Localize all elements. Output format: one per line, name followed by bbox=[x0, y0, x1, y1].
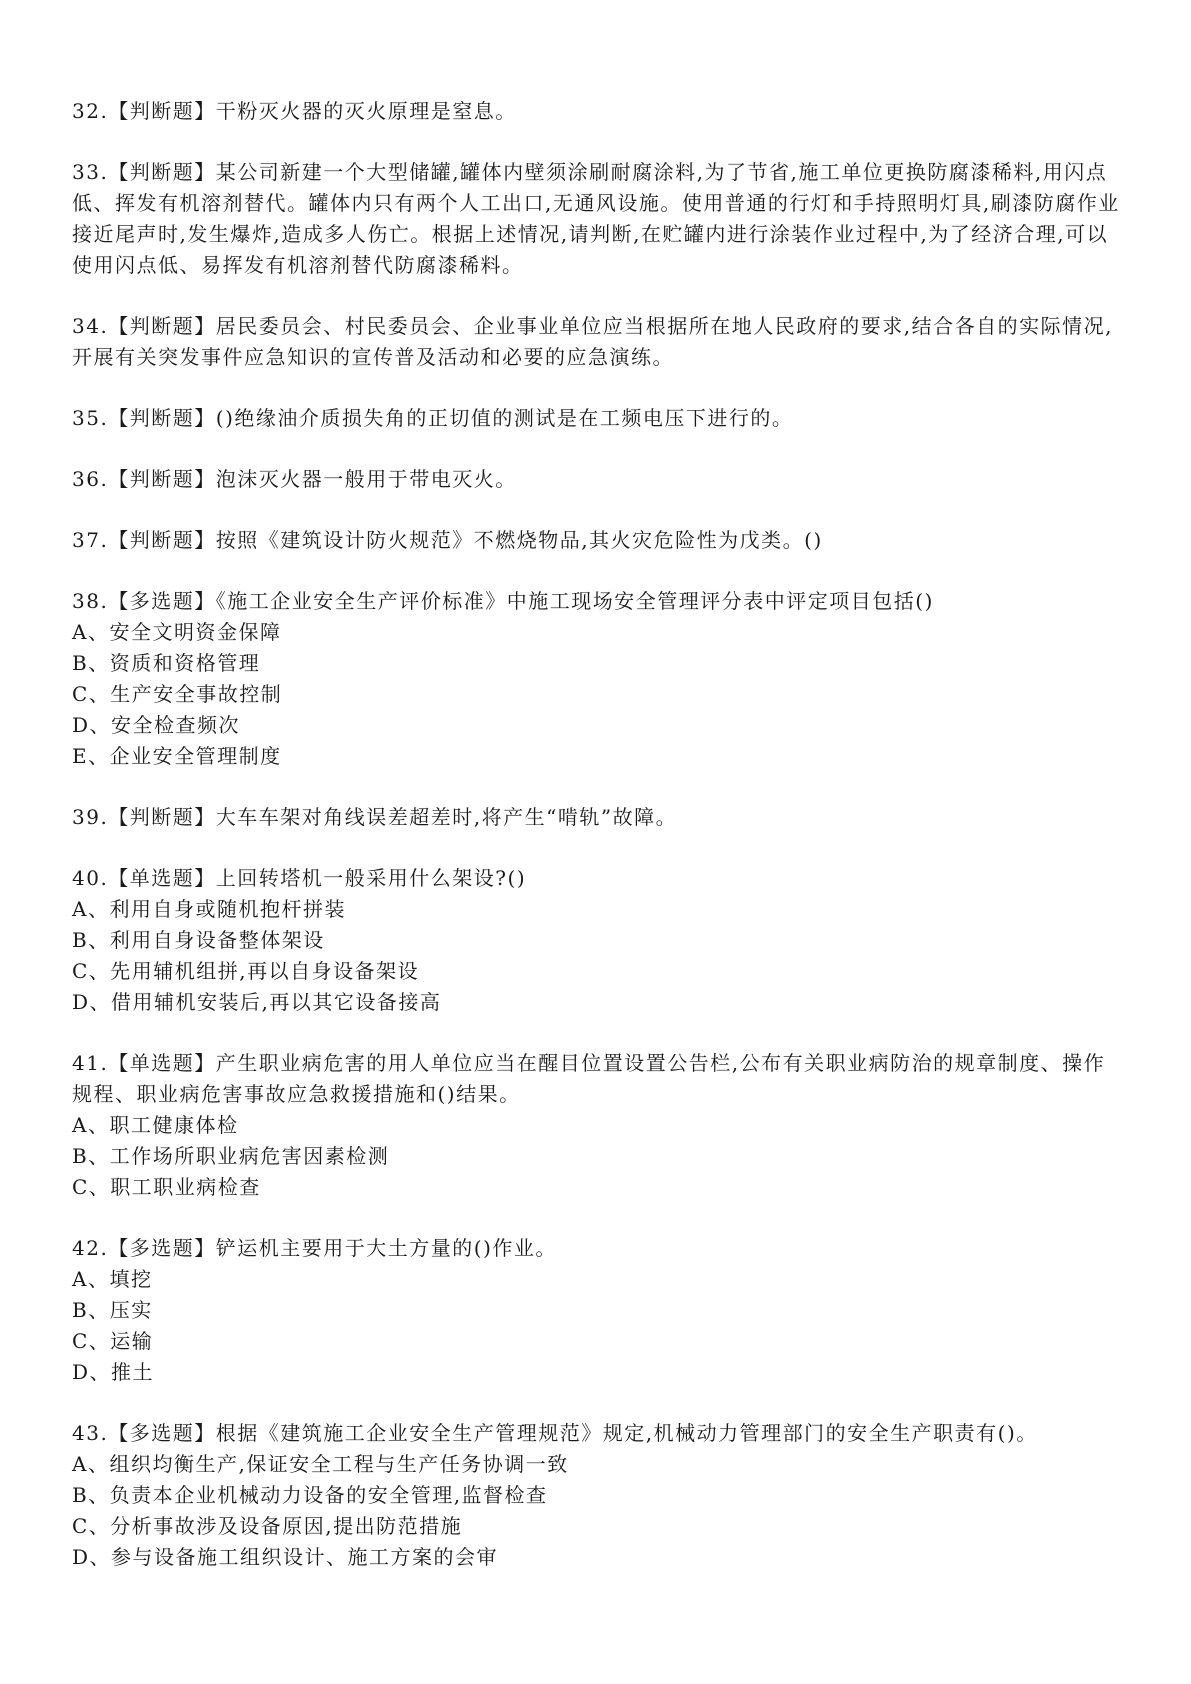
question-36 bbox=[72, 464, 1122, 495]
question-32 bbox=[72, 96, 1122, 127]
option-c: C、运输 bbox=[72, 1329, 154, 1353]
option-b: B、资质和资格管理 bbox=[72, 651, 261, 675]
question-text: 40.【单选题】上回转塔机一般采用什么架设?() bbox=[72, 866, 527, 890]
question-43 bbox=[72, 1418, 1122, 1573]
question-text: 32.【判断题】干粉灭火器的灭火原理是窒息。 bbox=[72, 99, 517, 123]
option-b: B、利用自身设备整体架设 bbox=[72, 928, 325, 952]
question-34 bbox=[72, 311, 1122, 373]
option-d: D、推土 bbox=[72, 1360, 155, 1384]
question-text: 35.【判断题】()绝缘油介质损失角的正切值的测试是在工频电压下进行的。 bbox=[72, 406, 794, 430]
question-39 bbox=[72, 802, 1122, 833]
question-42 bbox=[72, 1233, 1122, 1388]
question-40 bbox=[72, 863, 1122, 1018]
question-text: 33.【判断题】某公司新建一个大型储罐,罐体内壁须涂刷耐腐涂料,为了节省,施工单位更换防腐漆稀料,用闪点低、挥发有机溶剂替代。罐体内只有两个人工出口,无通风设施。使用普通的行灯和手持照明灯具,刷漆防腐作业接近尾声时,发生爆炸,造成多人伤亡。根据上述情况,请判断,在贮罐内进行涂装作业过程中,为了经济合理,可以使用闪点低、易挥发有机溶剂替代防腐漆稀料。 bbox=[72, 160, 1120, 277]
option-b: B、工作场所职业病危害因素检测 bbox=[72, 1144, 390, 1168]
question-list bbox=[72, 96, 1122, 1573]
question-text: 36.【判断题】泡沫灭火器一般用于带电灭火。 bbox=[72, 467, 517, 491]
option-c: C、先用辅机组拼,再以自身设备架设 bbox=[72, 959, 420, 983]
question-38 bbox=[72, 586, 1122, 772]
option-c: C、职工职业病检查 bbox=[72, 1175, 261, 1199]
option-a: A、职工健康体检 bbox=[72, 1113, 239, 1137]
question-text: 43.【多选题】根据《建筑施工企业安全生产管理规范》规定,机械动力管理部门的安全生产职责有()。 bbox=[72, 1421, 1038, 1445]
option-d: D、安全检查频次 bbox=[72, 713, 241, 737]
option-a: A、填挖 bbox=[72, 1267, 153, 1291]
option-a: A、组织均衡生产,保证安全工程与生产任务协调一致 bbox=[72, 1452, 569, 1476]
question-text: 37.【判断题】按照《建筑设计防火规范》不燃烧物品,其火灾危险性为戊类。() bbox=[72, 528, 823, 552]
option-a: A、安全文明资金保障 bbox=[72, 620, 282, 644]
option-e: E、企业安全管理制度 bbox=[72, 744, 282, 768]
option-a: A、利用自身或随机抱杆拼装 bbox=[72, 897, 346, 921]
question-text: 39.【判断题】大车车架对角线误差超差时,将产生“啃轨”故障。 bbox=[72, 805, 678, 829]
option-d: D、参与设备施工组织设计、施工方案的会审 bbox=[72, 1545, 499, 1569]
question-text: 34.【判断题】居民委员会、村民委员会、企业事业单位应当根据所在地人民政府的要求,结合各自的实际情况,开展有关突发事件应急知识的宣传普及活动和必要的应急演练。 bbox=[72, 314, 1114, 369]
question-33 bbox=[72, 157, 1122, 281]
option-d: D、借用辅机安装后,再以其它设备接高 bbox=[72, 990, 442, 1014]
question-35 bbox=[72, 403, 1122, 434]
option-b: B、压实 bbox=[72, 1298, 153, 1322]
question-text: 42.【多选题】铲运机主要用于大土方量的()作业。 bbox=[72, 1236, 557, 1260]
option-c: C、生产安全事故控制 bbox=[72, 682, 283, 706]
question-text: 38.【多选题】《施工企业安全生产评价标准》中施工现场安全管理评分表中评定项目包括() bbox=[72, 589, 934, 613]
option-c: C、分析事故涉及设备原因,提出防范措施 bbox=[72, 1514, 463, 1538]
question-text: 41.【单选题】产生职业病危害的用人单位应当在醒目位置设置公告栏,公布有关职业病防治的规章制度、操作规程、职业病危害事故应急救援措施和()结果。 bbox=[72, 1051, 1106, 1106]
question-41 bbox=[72, 1048, 1122, 1203]
question-37 bbox=[72, 525, 1122, 556]
option-b: B、负责本企业机械动力设备的安全管理,监督检查 bbox=[72, 1483, 548, 1507]
